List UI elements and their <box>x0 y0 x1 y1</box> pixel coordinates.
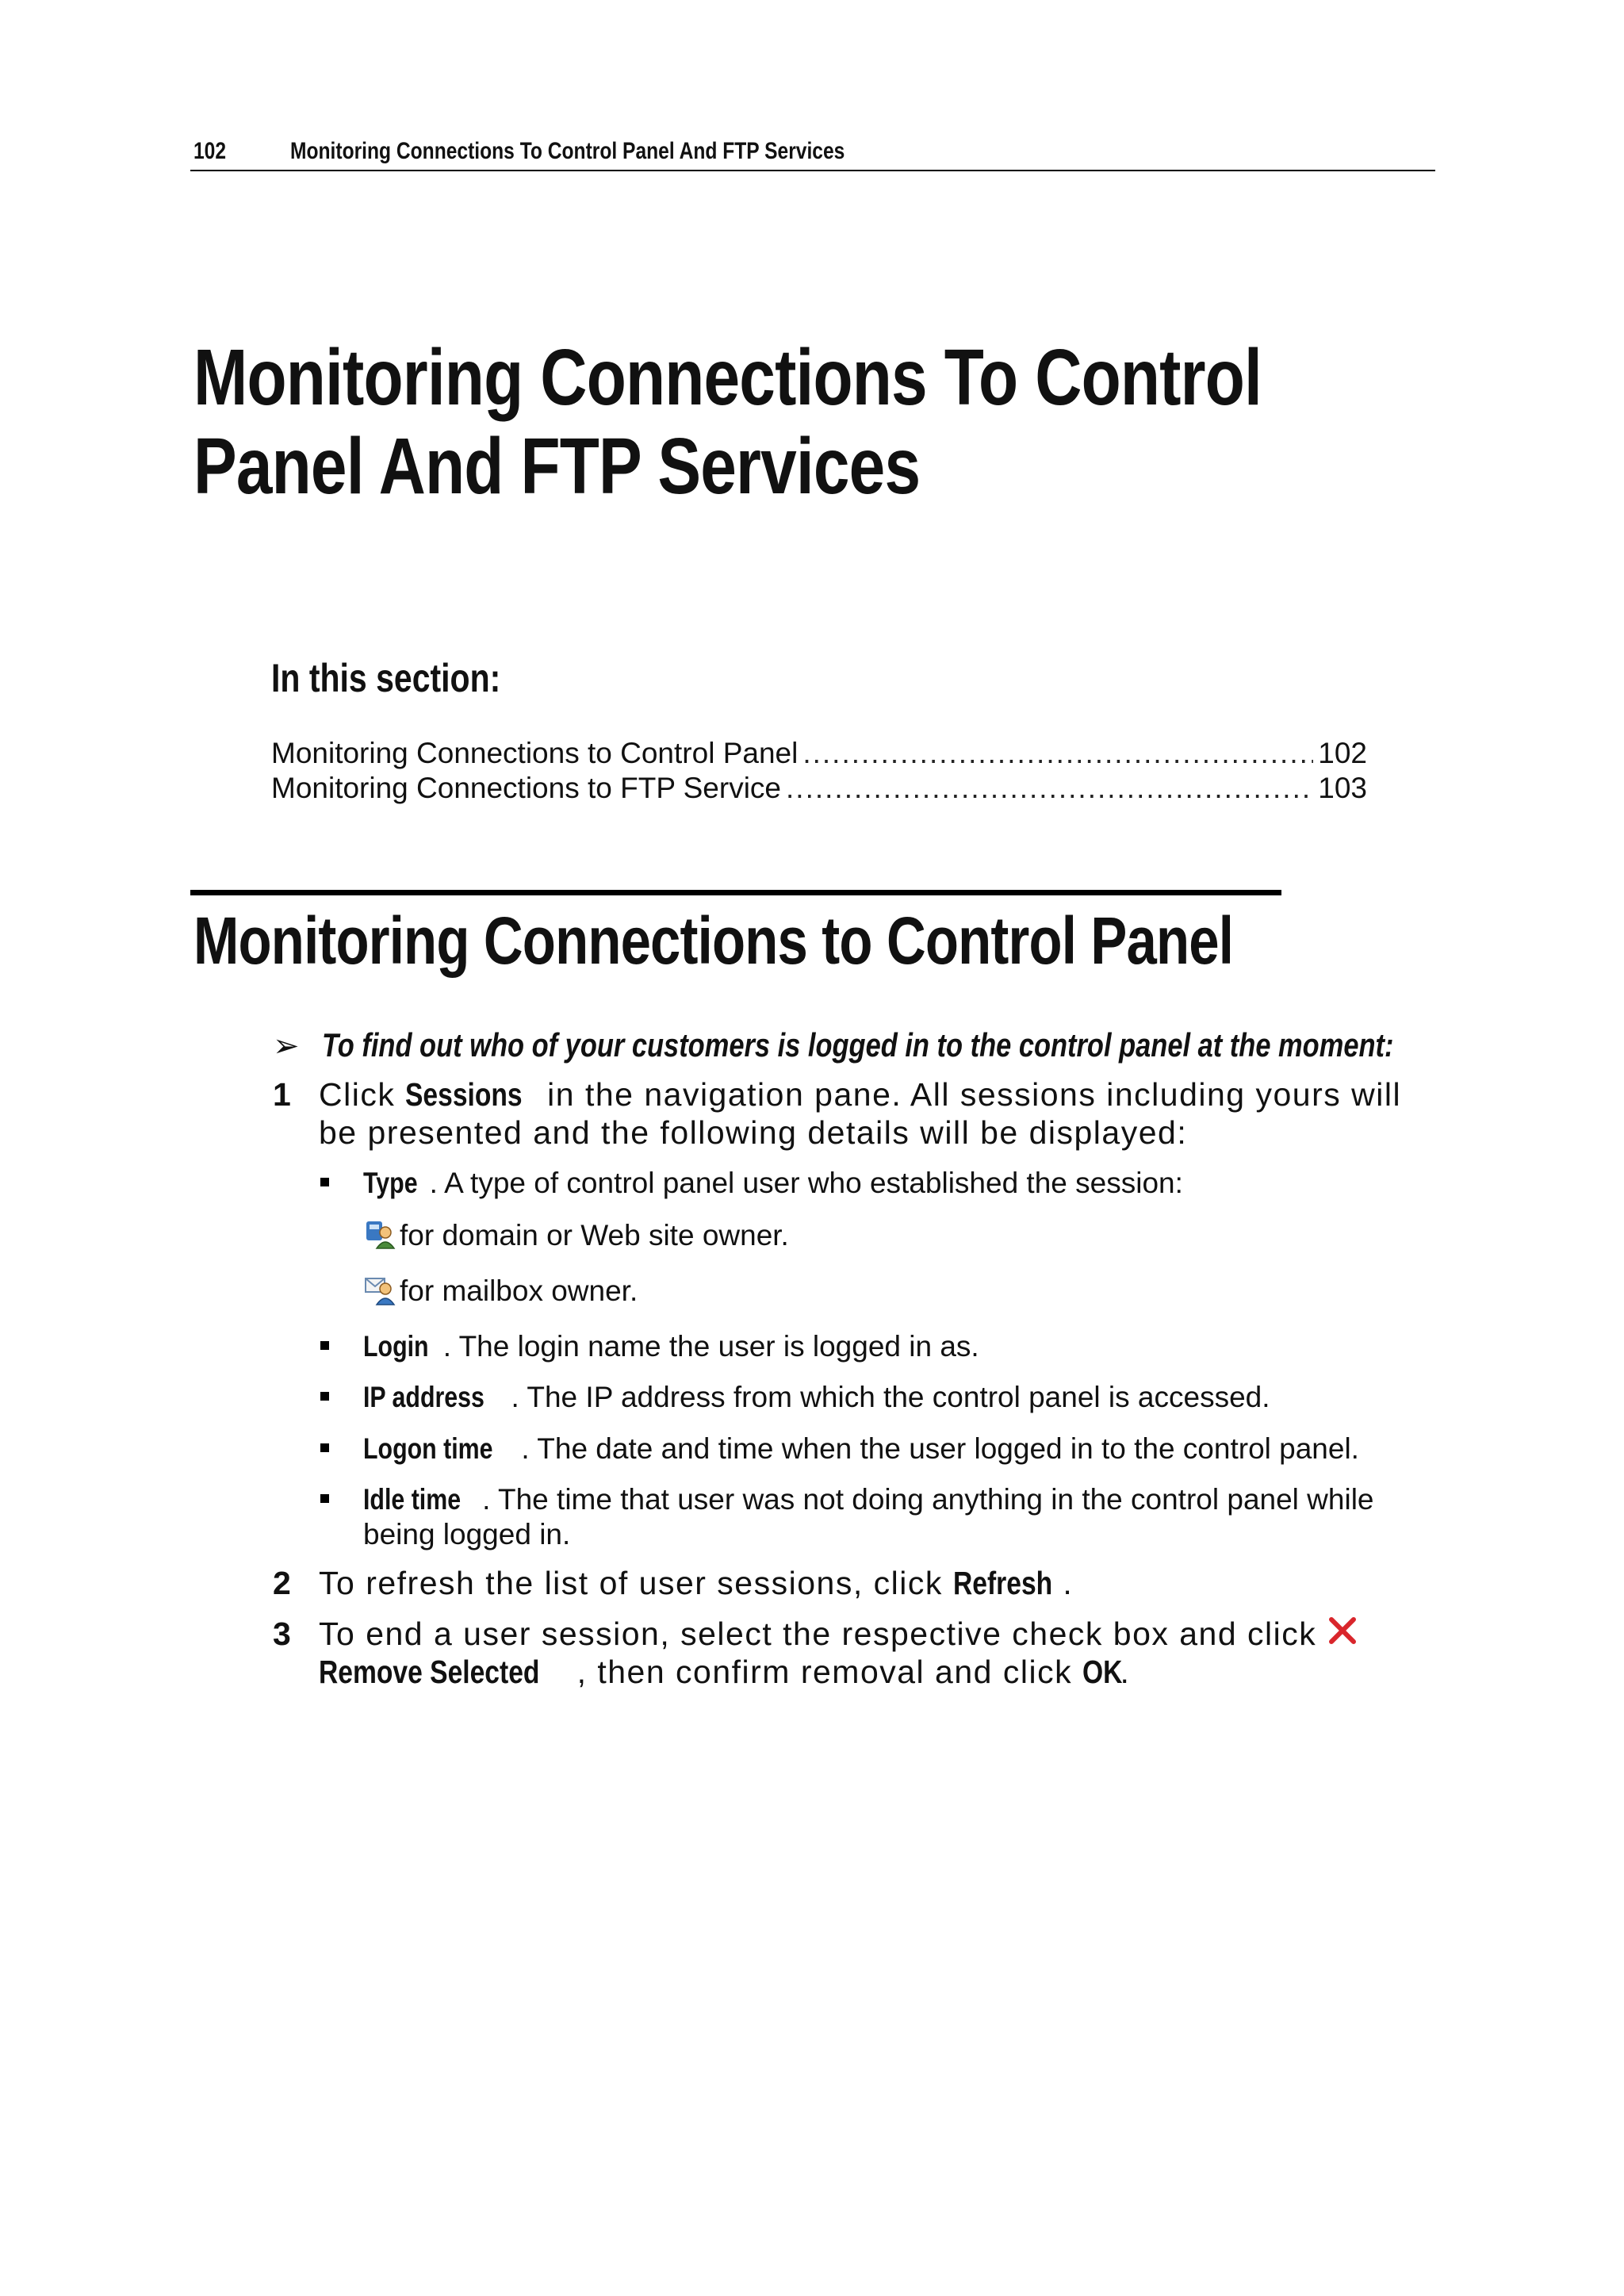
section-title: Monitoring Connections to Control Panel <box>193 903 1234 978</box>
remove-x-icon <box>1327 1615 1358 1646</box>
procedure-text: To find out who of your customers is logged in to the control panel at the moment: <box>322 1026 1394 1064</box>
square-bullet-icon <box>320 1494 329 1503</box>
toc-entry-label: Monitoring Connections to FTP Service <box>271 772 782 804</box>
step-number: 1 <box>273 1076 291 1113</box>
bullet-login: Login . The login name the user is logged in as. <box>320 1329 1415 1364</box>
in-this-section-heading: In this section: <box>271 656 501 700</box>
step-2: 2 To refresh the list of user sessions, click Refresh . <box>273 1565 1074 1601</box>
procedure-heading <box>273 1026 1624 1064</box>
sessions-ui-label: Sessions <box>405 1076 523 1113</box>
domain-owner-icon <box>363 1218 396 1251</box>
remove-selected-ui-label: Remove Selected <box>319 1654 540 1690</box>
toc-leader-dots <box>802 736 1313 771</box>
icon-owner-line: for domain or Web site owner. <box>363 1218 789 1253</box>
toc-entry[interactable] <box>271 771 1367 806</box>
icon-mailbox-line: for mailbox owner. <box>363 1274 638 1309</box>
toc-list <box>271 736 1367 806</box>
section-rule <box>190 890 1281 895</box>
bullet-idle-time: Idle time . The time that user was not doing anything in the control panel while being logged in. <box>320 1482 1399 1552</box>
square-bullet-icon <box>320 1178 329 1186</box>
ok-ui-label: OK <box>1082 1654 1123 1690</box>
running-header <box>190 136 1435 171</box>
toc-leader-dots <box>786 771 1313 806</box>
page-number: 102 <box>193 138 227 164</box>
running-title: Monitoring Connections To Control Panel And FTP Services <box>290 138 845 164</box>
toc-entry[interactable] <box>271 736 1367 771</box>
square-bullet-icon <box>320 1392 329 1401</box>
refresh-ui-label: Refresh <box>952 1565 1052 1601</box>
toc-entry-page: 103 <box>1318 772 1367 804</box>
arrow-bullet-icon: ➢ <box>273 1029 300 1064</box>
square-bullet-icon <box>320 1341 329 1350</box>
bullet-ip-address: IP address . The IP address from which the control panel is accessed. <box>320 1380 1415 1415</box>
step-3: 3 To end a user session, select the respective check box and click Remove Selected , then confirm removal and click OK. <box>273 1615 1415 1691</box>
square-bullet-icon <box>320 1443 329 1452</box>
step-number: 2 <box>273 1565 291 1601</box>
mailbox-owner-icon <box>363 1274 396 1307</box>
toc-entry-label: Monitoring Connections to Control Panel <box>271 737 799 769</box>
step-1: 1 Click Sessions in the navigation pane. All sessions including yours will be presented and the following details will be displayed: <box>273 1076 1402 1151</box>
step-number: 3 <box>273 1616 291 1652</box>
bullet-type: Type . A type of control panel user who established the session: <box>320 1166 1415 1201</box>
bullet-logon-time: Logon time . The date and time when the user logged in to the control panel. <box>320 1432 1415 1466</box>
chapter-title: Monitoring Connections To Control Panel And FTP Services <box>193 333 1262 511</box>
toc-entry-page: 102 <box>1318 737 1367 769</box>
